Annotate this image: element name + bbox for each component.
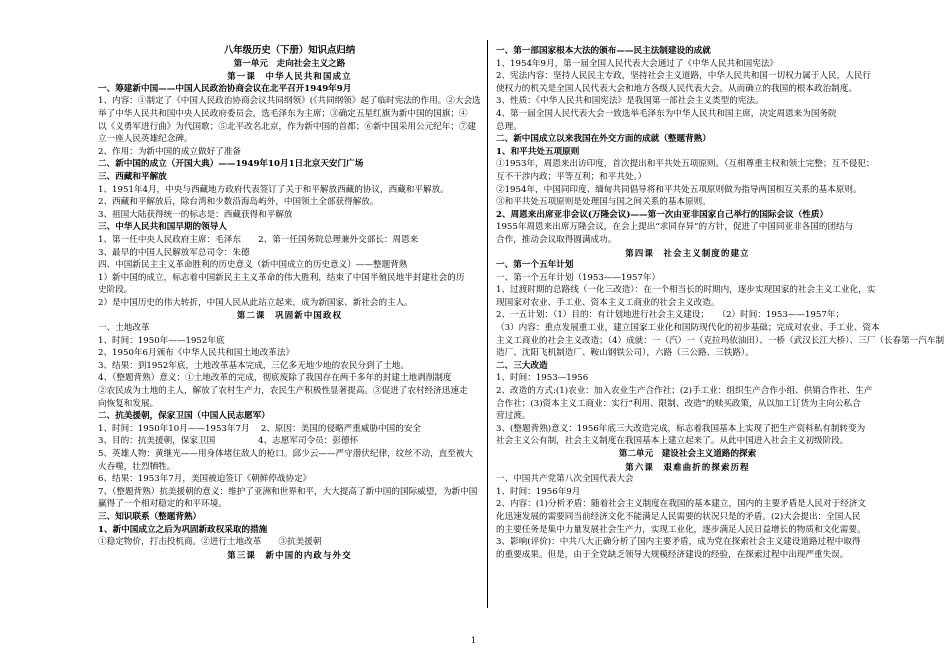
left-line: 1、时间：1950年——1952年底 bbox=[98, 335, 225, 346]
right-line: （3）内容：重点发展重工业，建立国家工业化和国防现代化的初步基础；完成对农业、手工业、资本 bbox=[496, 323, 880, 334]
left-line: ①稳定物价，打击投机商。②进行土地改革 ③抗美援朝 bbox=[98, 537, 322, 548]
right-line: 1955年周恩来出席万隆会议，在会上提出“求同存异”的方针，促进了中国同亚非各国的团结与 bbox=[496, 222, 854, 233]
left-line: 第三课 新中国的内政与外交 bbox=[227, 549, 352, 560]
right-line: 二、三大改造 bbox=[496, 360, 548, 371]
right-line: 3、(整题背熟)意义：1956年底三大改造完成，标志着我国基本上实现了把生产资料私有制转变为 bbox=[496, 423, 866, 434]
right-line: ③和平共处五项原则是处理国与国之间关系的基本原则。 bbox=[496, 197, 711, 208]
right-line: 1、1954年9月，第一届全国人民代表大会通过了《中华人民共和国宪法》 bbox=[496, 58, 779, 69]
left-line: 向恢复和发展。 bbox=[98, 398, 159, 409]
left-line: 三、中华人民共和国早期的领导人 bbox=[98, 222, 227, 233]
right-line: 主义工商业的社会主义改造；（4）成就：一（汽）一（克拉玛依油田）、一桥（武汉长江大桥）、三厂（长春第一汽车制 bbox=[496, 335, 945, 346]
left-line: 5、英雄人物：黄继光——用身体堵住敌人的枪口。邱少云——严守潜伏纪律，纹丝不动，直至被大 bbox=[98, 449, 474, 459]
left-line: 1、内容：①制定了《中国人民政治协商会议共同纲领》(《共同纲领》起了临时宪法的作用。②大会选 bbox=[98, 96, 481, 107]
left-line: 6、结果：1953年7月，美国被迫签订《朝鲜停战协定》 bbox=[98, 474, 312, 485]
left-line: 三、知识联系（整题背熟） bbox=[98, 511, 202, 522]
left-line: 1、时间：1950年10月——1953年7月 2、原因：美国的侵略严重威胁中国的安全 bbox=[98, 423, 422, 434]
right-line: 化迅速发展的需要同当前经济文化不能满足人民需要的状况只是的矛盾。(2)大会提出：全国人民 bbox=[496, 511, 861, 522]
left-line: 三、西藏和平解放 bbox=[98, 171, 167, 182]
left-line: 2）是中国历史的伟大转折，中国人民从此站立起来，成为新国家、新社会的主人。 bbox=[98, 297, 413, 308]
right-line: ①1953年，周恩来出访印度，首次提出和平共处五项原则。（互相尊重主权和领土完整；互不侵犯； bbox=[496, 159, 875, 170]
right-line: 的主要任务是集中力量发展社会生产力，实现工业化，逐步满足人民日益增长的物质和文化需要。 bbox=[496, 524, 866, 535]
left-line: 一、筹建新中国——中国人民政治协商会议在北平召开1949年9月 bbox=[98, 83, 352, 94]
right-line: 二、新中国成立以来我国在外交方面的成就（整题背熟） bbox=[496, 134, 711, 145]
left-line: 1、第一任中央人民政府主席：毛泽东 2、第一任国务院总理兼外交部长：周恩来 bbox=[98, 234, 419, 245]
right-line: 的重要成果。但是，由于全党缺乏领导大规模经济建设的经验，在探索过程中出现严重失误。 bbox=[496, 549, 849, 560]
left-line: 第一单元 走向社会主义之路 bbox=[233, 58, 346, 69]
left-line: 立一座人民英雄纪念碑。 bbox=[98, 134, 193, 145]
right-line: 2、宪法内容：坚持人民民主专政，坚持社会主义道路，中华人民共和国一切权力属于人民，人民行 bbox=[496, 71, 872, 82]
right-line: 1、过渡时期的总路线（一化三改造）：在一个相当长的时期内，逐步实现国家的社会主义工业化，实 bbox=[496, 285, 876, 296]
right-line: 合作社；(3)资本主义工商业：实行“利用、限制、改造”的赎买政策，从以加工订货为主向公私合 bbox=[496, 398, 861, 409]
left-line: 八年级历史（下册）知识点归纳 bbox=[223, 45, 356, 56]
right-line: 一、中国共产党第八次全国代表大会 bbox=[496, 474, 634, 485]
right-line: 1、时间：1953—1956 bbox=[496, 373, 589, 384]
left-column bbox=[98, 45, 481, 561]
right-line: 4、第一届全国人民代表大会一致选举毛泽东为中华人民共和国主席，决定周恩来为国务院 bbox=[496, 108, 837, 119]
right-line: 3、性质：《中华人民共和国宪法》是我国第一部社会主义类型的宪法。 bbox=[496, 96, 764, 107]
right-line: 互不干涉内政；平等互利；和平共处。） bbox=[496, 171, 647, 182]
right-line: 一、第一部国家根本大法的颁布——民主法制建设的成就 bbox=[496, 46, 711, 56]
left-line: 赢得了一个相对稳定的和平环境。 bbox=[98, 499, 227, 510]
left-line: ②农民成为土地的主人，解放了农村生产力，农民生产积极性显著提高。③促进了农村经济迅速走 bbox=[98, 386, 468, 397]
left-line: 1、新中国成立之后为巩固新政权采取的措施 bbox=[98, 524, 268, 535]
left-line: 3、结果：到1952年底，土地改革基本完成，三亿多无地少地的农民分到了土地。 bbox=[98, 360, 409, 371]
right-line: 2、改造的方式:(1)农业：加入农业生产合作社；(2)手工业：组织生产合作小组、供销合作社、生产 bbox=[496, 386, 873, 397]
left-line: 二、抗美援朝，保家卫国（中国人民志愿军） bbox=[98, 411, 270, 422]
left-line: 3、祖国大陆获得统一的标志是：西藏获得和平解放 bbox=[98, 209, 293, 220]
right-line: 1、时间：1956年9月 bbox=[496, 486, 581, 497]
right-line: 第四课 社会主义制度的建立 bbox=[625, 247, 750, 258]
right-line: 合作，推动会议取得圆满成功。 bbox=[496, 234, 617, 245]
left-line: 2、西藏和平解放后，除台湾和少数沿海岛屿外，中国领土全部获得解放。 bbox=[98, 197, 379, 208]
right-column bbox=[496, 45, 945, 561]
left-line: 1）新中国的成立，标志着中国新民主主义革命的伟大胜利，结束了中国半殖民地半封建社会的历 bbox=[98, 272, 465, 283]
right-line: 总理。 bbox=[496, 121, 522, 132]
left-line: 2、作用：为新中国的成立做好了准备 bbox=[98, 146, 241, 157]
left-line: 2、1950年6月颁布《中华人民共和国土地改革法》 bbox=[98, 348, 295, 359]
right-line: 2、内容：(1)分析矛盾：随着社会主义制度在我国的基本建立，国内的主要矛盾是人民对于经济文 bbox=[496, 499, 866, 510]
right-line: 造厂、沈阳飞机制造厂、鞍山钢铁公司），六路（三公路、三铁路）。 bbox=[496, 348, 754, 359]
left-line: 1、1951年4月，中央与西藏地方政府代表签订了关于和平解放西藏的协议，西藏和平解放。 bbox=[98, 184, 449, 195]
right-line: 1、和平共处五项原则 bbox=[496, 146, 580, 157]
right-line: ②1954年，中国同印度、缅甸共同倡导将和平共处五项原则做为指导两国相互关系的基本原则。 bbox=[496, 184, 862, 195]
right-line: 一、第一个五年计划 bbox=[496, 260, 574, 271]
right-line: 社会主义公有制，社会主义制度在我国基本上建立起来了。从此中国进入社会主义初级阶段。 bbox=[496, 436, 849, 447]
left-line: 7、（整题背熟）抗美援朝的意义：维护了亚洲和世界和平，大大提高了新中国的国际威望，为新中国 bbox=[98, 486, 478, 497]
left-line: 史阶段。 bbox=[98, 285, 133, 296]
right-line: 一、第一个五年计划（1953——1957年） bbox=[496, 272, 661, 283]
right-line: 3、影响(评价)：中共八大正确分析了国内主要矛盾，成为党在探索社会主义建设道路过程中取得 bbox=[496, 537, 861, 548]
left-line: 四、中国新民主主义革命胜利的历史意义（新中国成立的历史意义）——整题背熟 bbox=[98, 260, 408, 271]
right-line: 使权力的机关是全国人民代表大会和地方各级人民代表大会。从而确立的我国的根本政治制度。 bbox=[496, 83, 857, 94]
left-line: 3、最早的中国人民解放军总司令：朱德 bbox=[98, 247, 250, 258]
left-line: 二、新中国的成立（开国大典）——1949年10月1日北京天安门广场 bbox=[98, 159, 364, 170]
right-line: 现国家对农业、手工业、资本主义工商业的社会主义改造。 bbox=[496, 297, 720, 308]
left-line: 以《义勇军进行曲》为代国歌；⑤北平改名北京，作为新中国的首都；⑥新中国采用公元纪年；⑦建 bbox=[98, 121, 477, 132]
right-line: 第二单元 建设社会主义道路的探索 bbox=[618, 449, 757, 459]
page-number: 1 bbox=[471, 636, 477, 645]
right-line: 第六课 艰难曲折的探索历程 bbox=[625, 461, 750, 472]
left-line: 一、土地改革 bbox=[98, 323, 150, 334]
left-line: 火吞噬，壮烈牺牲。 bbox=[98, 461, 176, 472]
left-line: 举了中华人民共和国中央人民政府委员会，选毛泽东为主席；③确定五星红旗为新中国的国旗；④ bbox=[98, 108, 468, 119]
left-line: 第二课 巩固新中国政权 bbox=[236, 310, 343, 321]
left-line: 第一课 中华人民共和国成立 bbox=[227, 71, 352, 82]
left-line: 3、目的：抗美援朝，保家卫国 4、志愿军司令员：彭德怀 bbox=[98, 436, 359, 447]
left-line: 4、（整题背熟）意义：①土地改革的完成，彻底废除了我国存在两千多年的封建土地剥削制度 bbox=[98, 373, 452, 384]
right-line: 2、周恩来出席亚非会议(万隆会议)——第一次由亚非国家自己举行的国际会议（性质） bbox=[496, 209, 829, 220]
column-divider bbox=[487, 40, 488, 608]
right-line: 2、一五计划：（1）目的：有计划地进行社会主义建设； （2）时间：1953——1957年； bbox=[496, 310, 845, 321]
right-line: 营过渡。 bbox=[496, 411, 531, 422]
